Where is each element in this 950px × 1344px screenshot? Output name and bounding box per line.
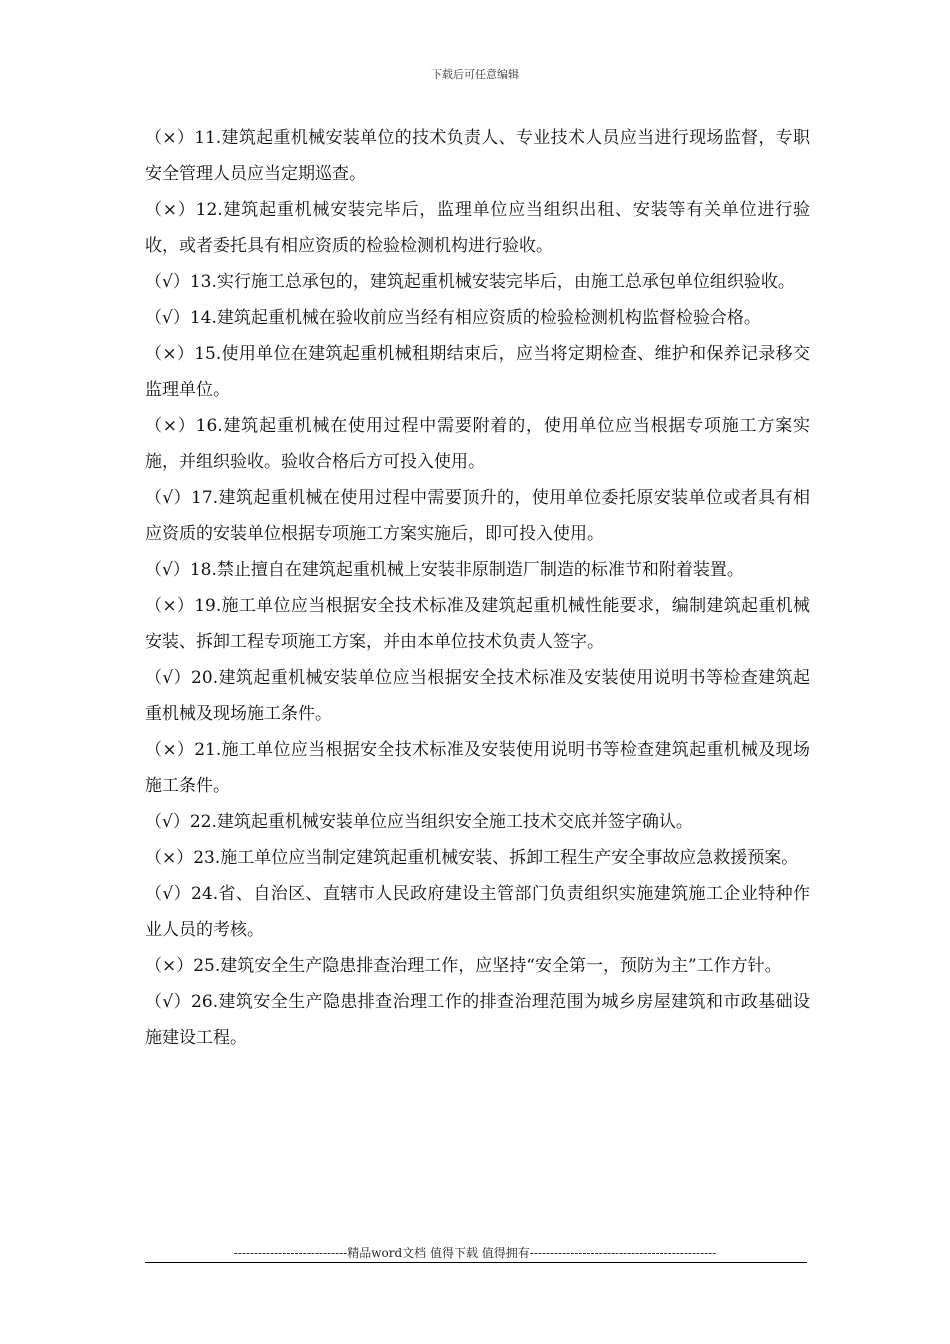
question-item-22: （√）22.建筑起重机械安装单位应当组织安全施工技术交底并签字确认。 (145, 812, 693, 832)
question-item-15: （×）15.使用单位在建筑起重机械租期结束后，应当将定期检查、维护和保养记录移交监理单位。 (145, 344, 810, 400)
question-item-19: （×）19.施工单位应当根据安全技术标准及建筑起重机械性能要求，编制建筑起重机械安装、拆卸工程专项施工方案，并由本单位技术负责人签字。 (145, 596, 810, 652)
question-item-11: （×）11.建筑起重机械安装单位的技术负责人、专业技术人员应当进行现场监督，专职安全管理人员应当定期巡查。 (145, 128, 810, 184)
question-item-26: （√）26.建筑安全生产隐患排查治理工作的排查治理范围为城乡房屋建筑和市政基础设施建设工程。 (145, 992, 810, 1048)
question-item-13: （√）13.实行施工总承包的，建筑起重机械安装完毕后，由施工总承包单位组织验收。 (145, 272, 795, 292)
question-item-17: （√）17.建筑起重机械在使用过程中需要顶升的，使用单位委托原安装单位或者具有相应资质的安装单位根据专项施工方案实施后，即可投入使用。 (145, 488, 810, 544)
question-item-23: （×）23.施工单位应当制定建筑起重机械安装、拆卸工程生产安全事故应急救援预案。 (145, 848, 799, 868)
question-item-12: （×）12.建筑起重机械安装完毕后，监理单位应当组织出租、安装等有关单位进行验收，或者委托具有相应资质的检验检测机构进行验收。 (145, 200, 810, 256)
question-item-21: （×）21.施工单位应当根据安全技术标准及安装使用说明书等检查建筑起重机械及现场施工条件。 (145, 740, 810, 796)
header-note: 下载后可任意编辑 (431, 68, 519, 81)
question-item-25: （×）25.建筑安全生产隐患排查治理工作，应坚持“安全第一，预防为主”工作方针。 (145, 956, 782, 976)
footer-text: ----------------------------精品word文档 值得下载 值得拥有---------------------------------------------- (233, 1246, 717, 1260)
document-body (145, 120, 810, 1056)
question-item-16: （×）16.建筑起重机械在使用过程中需要附着的，使用单位应当根据专项施工方案实施，并组织验收。验收合格后方可投入使用。 (145, 416, 810, 472)
question-item-20: （√）20.建筑起重机械安装单位应当根据安全技术标准及安装使用说明书等检查建筑起重机械及现场施工条件。 (145, 668, 810, 724)
question-item-18: （√）18.禁止擅自在建筑起重机械上安装非原制造厂制造的标准节和附着装置。 (145, 560, 744, 580)
question-item-24: （√）24.省、自治区、直辖市人民政府建设主管部门负责组织实施建筑施工企业特种作业人员的考核。 (145, 884, 810, 940)
footer-divider (145, 1262, 807, 1263)
question-item-14: （√）14.建筑起重机械在验收前应当经有相应资质的检验检测机构监督检验合格。 (145, 308, 761, 328)
